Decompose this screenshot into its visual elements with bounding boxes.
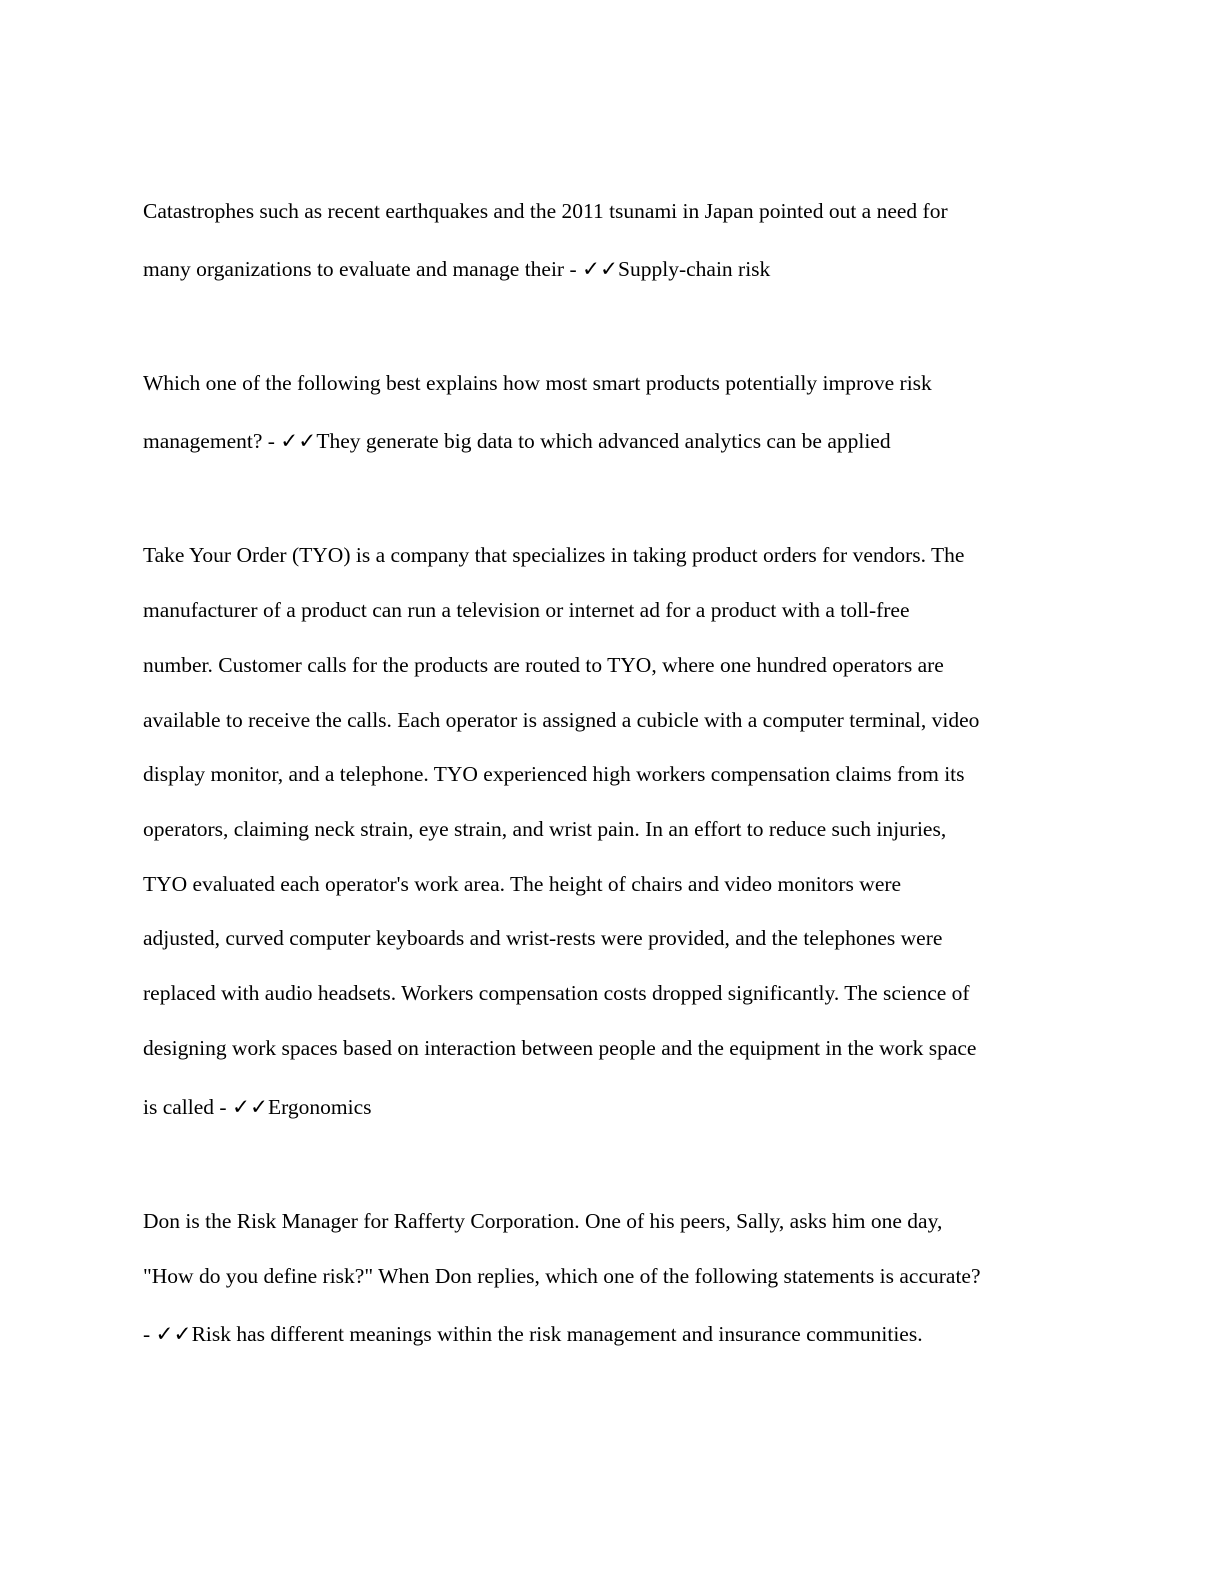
qa-3-line-1: Take Your Order (TYO) is a company that specializes in taking product orders for vendors. The: [143, 543, 965, 567]
qa-3-line-10: designing work spaces based on interaction between people and the equipment in the work space: [143, 1036, 977, 1060]
qa-4-line-1: Don is the Risk Manager for Rafferty Corporation. One of his peers, Sally, asks him one day,: [143, 1209, 943, 1233]
qa-3-line-9: replaced with audio headsets. Workers compensation costs dropped significantly. The science of: [143, 981, 970, 1005]
qa-3-line-2: manufacturer of a product can run a television or internet ad for a product with a toll-free: [143, 598, 910, 622]
qa-2-line-1: Which one of the following best explains how most smart products potentially improve risk: [143, 371, 932, 395]
qa-3-line-3: number. Customer calls for the products are routed to TYO, where one hundred operators are: [143, 653, 944, 677]
qa-1-line-2: many organizations to evaluate and manage their - ✓✓Supply-chain risk: [143, 257, 771, 281]
qa-1-line-1: Catastrophes such as recent earthquakes and the 2011 tsunami in Japan pointed out a need for: [143, 199, 948, 223]
qa-3-line-6: operators, claiming neck strain, eye strain, and wrist pain. In an effort to reduce such injuries,: [143, 817, 947, 841]
qa-3-line-4: available to receive the calls. Each operator is assigned a cubicle with a computer terminal, video: [143, 708, 980, 732]
qa-4-line-3: - ✓✓Risk has different meanings within the risk management and insurance communities.: [143, 1322, 923, 1346]
qa-3-line-7: TYO evaluated each operator's work area. The height of chairs and video monitors were: [143, 872, 902, 896]
qa-3-line-8: adjusted, curved computer keyboards and wrist-rests were provided, and the telephones were: [143, 926, 943, 950]
qa-3-line-11: is called - ✓✓Ergonomics: [143, 1095, 372, 1119]
qa-4-line-2: "How do you define risk?" When Don replies, which one of the following statements is accurate?: [143, 1264, 981, 1288]
qa-3-line-5: display monitor, and a telephone. TYO experienced high workers compensation claims from its: [143, 762, 965, 786]
qa-2-line-2: management? - ✓✓They generate big data to which advanced analytics can be applied: [143, 429, 891, 453]
